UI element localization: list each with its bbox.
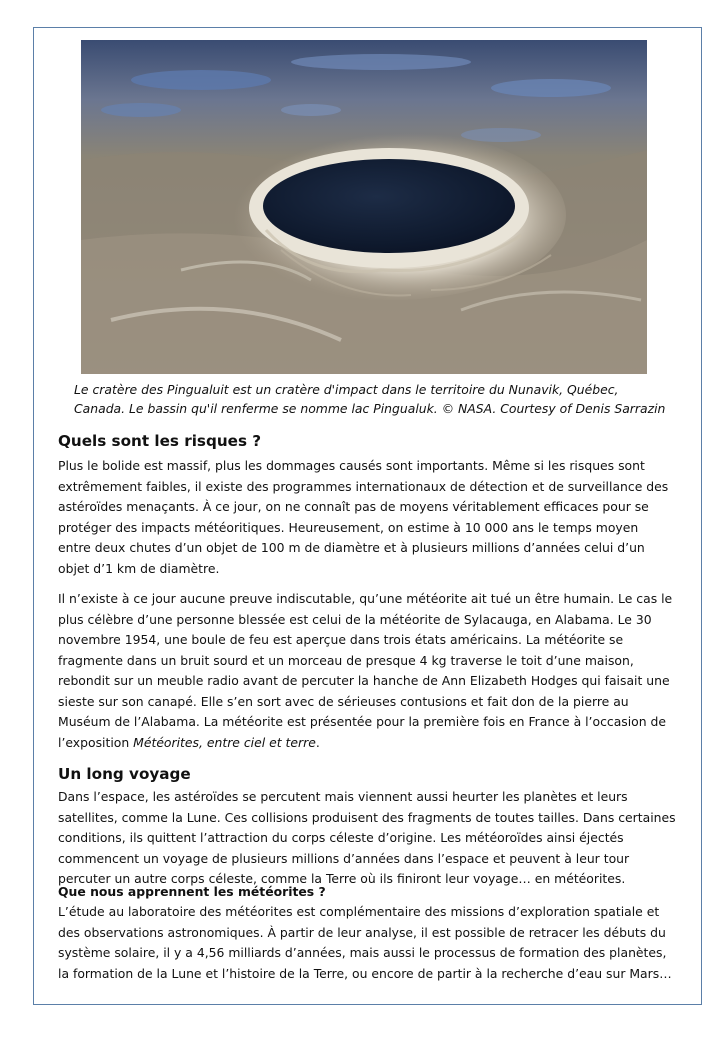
text-line: Muséum de l’Alabama. La météorite est présentée pour la première fois en France à l’occasion de: [58, 714, 667, 729]
text-line: sieste sur son canapé. Elle s’en sort avec de sérieuses contusions et fait don de la pierre au: [58, 693, 629, 709]
text-line: Il n’existe à ce jour aucune preuve indiscutable, qu’une météorite ait tué un être humain. Le cas le: [58, 591, 673, 606]
text-line: percuter un autre corps céleste, comme la Terre où ils finiront leur voyage… en météorites.: [58, 871, 626, 886]
photo-caption: [74, 380, 694, 418]
text-line: système solaire, il y a 4,56 milliards d’années, mais aussi le processus de formation des planètes,: [58, 945, 667, 960]
caption-line: Le cratère des Pingualuit est un cratère d'impact dans le territoire du Nunavik, Québec,: [74, 382, 619, 397]
subheading-apprennent: Que nous apprennent les météorites ?: [58, 884, 326, 899]
paragraph-apprennent: [58, 902, 698, 984]
text-line: Dans l’espace, les astéroïdes se percutent mais viennent aussi heurter les planètes et leurs: [58, 789, 628, 804]
heading-risques: Quels sont les risques ?: [58, 432, 262, 450]
crater-photo: [81, 40, 647, 374]
exhibition-title: Météorites, entre ciel et terre: [133, 734, 316, 750]
text-line: extrêmement faibles, il existe des programmes internationaux de détection et de surveillance des: [58, 478, 669, 494]
text-line: objet d’1 km de diamètre.: [58, 560, 220, 576]
heading-voyage: Un long voyage: [58, 765, 191, 783]
text-line: commencent un voyage de plusieurs millions d’années dans l’espace et peuvent à leur tour: [58, 850, 630, 866]
text-fragment: .: [315, 734, 320, 750]
text-line: rebondit sur un meuble radio avant de percuter la hanche de Ann Elizabeth Hodges qui faisait une: [58, 673, 670, 688]
text-line: fragmente dans un bruit sourd et un morceau de presque 4 kg traverse le toit d’une maison,: [58, 652, 634, 668]
text-line: des observations astronomiques. À partir de leur analyse, il est possible de retracer les débuts du: [58, 924, 666, 940]
text-line: novembre 1954, une boule de feu est aperçue dans trois états américains. La météorite se: [58, 632, 624, 647]
text-line: la formation de la Lune et l’histoire de la Terre, ou encore de partir à la recherche d’eau sur Mars…: [58, 965, 672, 981]
text-line-last: [58, 733, 698, 754]
text-line: entre deux chutes d’un objet de 100 m de diamètre et à plusieurs millions d’années celui d’un: [58, 540, 645, 555]
text-line: satellites, comme la Lune. Ces collisions produisent des fragments de toutes tailles. Dans certaines: [58, 809, 676, 825]
text-line: astéroïdes menaçants. À ce jour, on ne connaît pas de moyens véritablement efficaces pour se: [58, 499, 649, 514]
text-line: L’étude au laboratoire des météorites est complémentaire des missions d’exploration spatiale et: [58, 904, 660, 919]
text-line: plus célèbre d’une personne blessée est celui de la météorite de Sylacauga, en Alabama. Le 30: [58, 611, 652, 627]
text-fragment: l’exposition: [58, 734, 134, 750]
text-line: protéger des impacts météoritiques. Heureusement, on estime à 10 000 ans le temps moyen: [58, 519, 639, 535]
paragraph-sylacauga: [58, 589, 698, 753]
paragraph-voyage: [58, 787, 698, 890]
caption-line: Canada. Le bassin qu'il renferme se nomme lac Pingualuk. © NASA. Courtesy of Denis Sarrazin: [74, 401, 666, 416]
paragraph-risques: [58, 456, 698, 579]
text-line: Plus le bolide est massif, plus les dommages causés sont importants. Même si les risques sont: [58, 458, 645, 473]
crater-image: [81, 40, 647, 374]
text-line: conditions, ils quittent l’attraction du corps céleste d’origine. Les météoroïdes ainsi éjectés: [58, 830, 624, 845]
